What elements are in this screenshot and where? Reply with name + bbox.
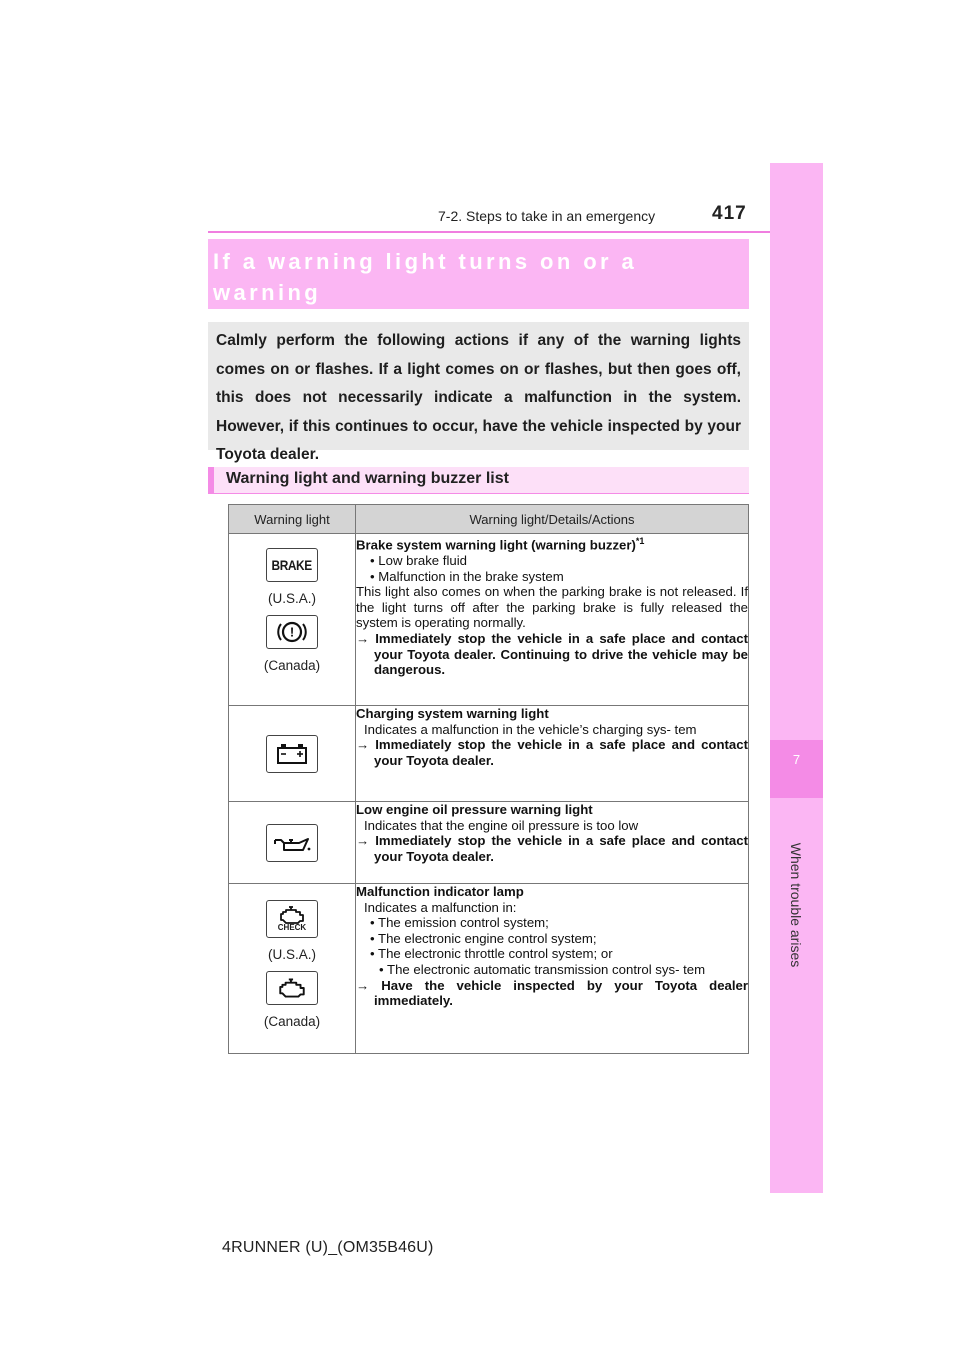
details-cell xyxy=(356,884,749,1054)
row-detail: Indicates a malfunction in the vehicle’s charging sys- tem xyxy=(364,721,697,737)
svg-text:!: ! xyxy=(289,624,295,640)
row-action: → Immediately stop the vehicle in a safe place and contact your Toyota dealer. Continuing to drive the vehicle may be dangerous. xyxy=(356,631,748,678)
row-action: → Immediately stop the vehicle in a safe place and contact your Toyota dealer. xyxy=(356,833,748,864)
row-detail: Indicates a malfunction in: xyxy=(364,899,517,915)
details-cell xyxy=(356,534,749,706)
details-cell xyxy=(356,802,749,884)
warning-light-table xyxy=(228,504,749,1054)
chapter-label: When trouble arises xyxy=(788,842,804,968)
battery-warning-icon xyxy=(266,735,318,773)
row-title: Malfunction indicator lamp xyxy=(356,884,524,899)
table-header-row xyxy=(229,505,749,534)
row-title: Low engine oil pressure warning light xyxy=(356,802,593,817)
list-item: • Malfunction in the brake system xyxy=(356,569,748,585)
check-icon-text: CHECK xyxy=(277,923,307,932)
table-row-charging xyxy=(229,706,749,802)
region-label-usa: (U.S.A.) xyxy=(267,947,316,962)
row-title: Charging system warning light xyxy=(356,706,549,721)
icon-cell xyxy=(229,884,356,1054)
row-action: → Immediately stop the vehicle in a safe place and contact your Toyota dealer. xyxy=(356,737,748,768)
brake-circle-exclamation-icon xyxy=(266,615,318,649)
row-action: → Have the vehicle inspected by your Toyota dealer immediately. xyxy=(356,978,748,1009)
region-label-canada: (Canada) xyxy=(263,1014,321,1029)
intro-text: Calmly perform the following actions if any of the warning lights comes on or flashes. If a light comes on or flashes, but then goes off, this does not necessarily indicate a malfunction in the system. However, if this continues to occur, have the vehicle inspected by your Toyota dealer. xyxy=(216,332,741,463)
brake-warning-icon xyxy=(266,548,318,582)
col-header-warning-light: Warning light xyxy=(229,505,356,534)
list-item: • The electronic engine control system; xyxy=(356,931,748,947)
section-header: 7-2. Steps to take in an emergency xyxy=(438,208,656,224)
engine-warning-icon xyxy=(266,971,318,1005)
chapter-side-tab xyxy=(770,163,823,1193)
row-paragraph: This light also comes on when the parking brake is not released. If the light turns off after the parking brake is fully released the system is operating normally. xyxy=(356,584,748,631)
icon-cell xyxy=(229,706,356,802)
row-title: Brake system warning light (warning buzzer)$^{*1}$ xyxy=(356,536,645,553)
page-number: 417 xyxy=(712,203,747,224)
subheading: Warning light and warning buzzer list xyxy=(226,470,509,487)
brake-icon-text: BRAKE xyxy=(271,557,313,573)
table-row-brake xyxy=(229,534,749,706)
engine-icon xyxy=(276,977,308,999)
col-header-details: Warning light/Details/Actions xyxy=(356,505,749,534)
oil-pressure-warning-icon xyxy=(266,824,318,862)
chapter-number: 7 xyxy=(792,752,801,767)
list-item: • The emission control system; xyxy=(356,915,748,931)
page-title-line1: If a warning light turns on or a warning xyxy=(213,249,638,305)
row-detail: Indicates that the engine oil pressure is too low xyxy=(364,817,639,833)
icon-cell xyxy=(229,534,356,706)
oil-can-icon xyxy=(271,831,313,855)
details-cell xyxy=(356,706,749,802)
footer-model-code: 4RUNNER (U)_(OM35B46U) xyxy=(222,1239,434,1256)
list-item: • The electronic automatic transmission control sys- tem xyxy=(356,962,748,978)
region-label-canada: (Canada) xyxy=(263,658,321,673)
battery-icon xyxy=(272,742,312,766)
icon-cell xyxy=(229,802,356,884)
subheading-rule xyxy=(208,493,749,494)
exclamation-circle-icon xyxy=(274,619,310,645)
check-engine-icon xyxy=(266,900,318,938)
table-row-malfunction-indicator xyxy=(229,884,749,1054)
list-item: • Low brake fluid xyxy=(356,553,748,569)
list-item: • The electronic throttle control system; or xyxy=(356,946,748,962)
header-rule xyxy=(208,231,823,233)
chapter-number-box xyxy=(770,740,823,798)
region-label-usa: (U.S.A.) xyxy=(267,591,316,606)
table-row-oil-pressure xyxy=(229,802,749,884)
engine-icon xyxy=(277,906,307,924)
